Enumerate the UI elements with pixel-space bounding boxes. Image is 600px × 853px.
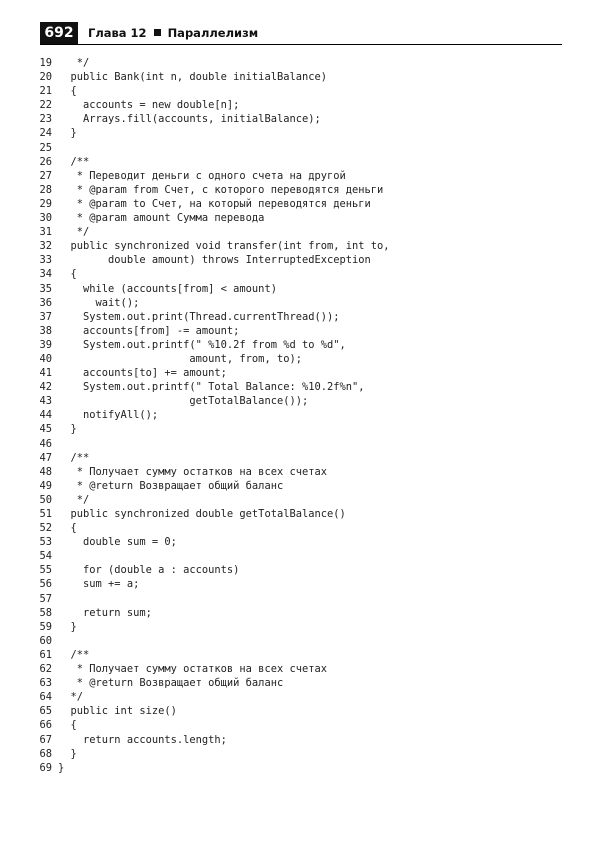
code-listing bbox=[0, 56, 600, 775]
code-line bbox=[0, 465, 600, 479]
code-line bbox=[0, 126, 600, 140]
line-number: 68 bbox=[39, 747, 52, 760]
line-number: 62 bbox=[39, 663, 52, 676]
line-number: 37 bbox=[39, 310, 52, 323]
line-number: 35 bbox=[39, 282, 52, 295]
code-text: public Bank(int n, double initialBalance) bbox=[58, 71, 327, 84]
line-number: 23 bbox=[39, 113, 52, 126]
line-number: 52 bbox=[39, 522, 52, 535]
line-number: 58 bbox=[39, 606, 52, 619]
line-number: 26 bbox=[39, 155, 52, 168]
code-text: * @return Возвращает общий баланс bbox=[58, 479, 284, 492]
code-text: * Получает сумму остатков на всех счетах bbox=[58, 465, 327, 478]
code-text: * Переводит деньги с одного счета на другой bbox=[58, 169, 346, 182]
code-line bbox=[0, 141, 600, 155]
code-text: */ bbox=[58, 57, 90, 69]
line-number: 25 bbox=[39, 141, 52, 154]
line-number: 44 bbox=[39, 409, 52, 422]
code-text: for (double a : accounts) bbox=[58, 564, 240, 577]
code-line bbox=[0, 648, 600, 662]
code-text: * @param from Счет, с которого переводятся деньги bbox=[58, 183, 384, 196]
code-line bbox=[0, 704, 600, 718]
code-text: * @param amount Сумма перевода bbox=[58, 212, 265, 225]
code-text: } bbox=[58, 747, 77, 760]
line-number: 65 bbox=[39, 705, 52, 718]
code-text: { bbox=[58, 85, 77, 98]
code-line bbox=[0, 437, 600, 451]
code-line bbox=[0, 267, 600, 281]
code-line bbox=[0, 225, 600, 239]
line-number: 28 bbox=[39, 183, 52, 196]
code-text: amount, from, to); bbox=[58, 352, 302, 365]
code-text: */ bbox=[58, 226, 90, 239]
line-number: 54 bbox=[39, 550, 52, 563]
line-number: 19 bbox=[39, 57, 52, 69]
page-number: 692 bbox=[40, 22, 78, 44]
line-number: 59 bbox=[39, 620, 52, 633]
code-line bbox=[0, 211, 600, 225]
code-text: while (accounts[from] < amount) bbox=[58, 282, 277, 295]
code-line bbox=[0, 507, 600, 521]
line-number: 49 bbox=[39, 479, 52, 492]
line-number: 64 bbox=[39, 691, 52, 704]
page-header bbox=[40, 22, 562, 45]
code-text: } bbox=[58, 761, 65, 774]
line-number: 39 bbox=[39, 338, 52, 351]
code-line bbox=[0, 282, 600, 296]
code-line bbox=[0, 493, 600, 507]
line-number: 31 bbox=[39, 226, 52, 239]
line-number: 33 bbox=[39, 254, 52, 267]
code-line bbox=[0, 535, 600, 549]
code-line bbox=[0, 70, 600, 84]
line-number: 22 bbox=[39, 99, 52, 112]
code-line bbox=[0, 56, 600, 70]
code-line bbox=[0, 112, 600, 126]
line-number: 20 bbox=[39, 71, 52, 84]
code-text: return accounts.length; bbox=[58, 733, 227, 746]
code-text: } bbox=[58, 423, 77, 436]
code-line bbox=[0, 634, 600, 648]
code-line bbox=[0, 394, 600, 408]
line-number: 48 bbox=[39, 465, 52, 478]
code-line bbox=[0, 718, 600, 732]
code-line bbox=[0, 733, 600, 747]
line-number: 56 bbox=[39, 578, 52, 591]
code-text: double sum = 0; bbox=[58, 536, 177, 549]
code-line bbox=[0, 479, 600, 493]
code-line bbox=[0, 521, 600, 535]
code-line bbox=[0, 563, 600, 577]
code-line bbox=[0, 761, 600, 775]
code-line bbox=[0, 592, 600, 606]
line-number: 51 bbox=[39, 508, 52, 520]
code-line bbox=[0, 352, 600, 366]
code-text: } bbox=[58, 127, 77, 140]
code-line bbox=[0, 690, 600, 704]
code-line bbox=[0, 620, 600, 634]
line-number: 29 bbox=[39, 197, 52, 210]
code-line bbox=[0, 676, 600, 690]
line-number: 34 bbox=[39, 268, 52, 281]
line-number: 60 bbox=[39, 634, 52, 647]
code-line bbox=[0, 310, 600, 324]
code-line bbox=[0, 422, 600, 436]
line-number: 24 bbox=[39, 127, 52, 140]
code-line bbox=[0, 380, 600, 394]
code-text: } bbox=[58, 620, 77, 633]
code-text: sum += a; bbox=[58, 578, 140, 591]
code-line bbox=[0, 239, 600, 253]
line-number: 53 bbox=[39, 536, 52, 549]
line-number: 21 bbox=[39, 85, 52, 98]
line-number: 46 bbox=[39, 437, 52, 450]
line-number: 40 bbox=[39, 352, 52, 365]
code-text: public synchronized void transfer(int from, int to, bbox=[58, 240, 390, 253]
code-text: notifyAll(); bbox=[58, 409, 159, 422]
code-line bbox=[0, 577, 600, 591]
code-text: System.out.print(Thread.currentThread()); bbox=[58, 310, 340, 323]
code-line bbox=[0, 549, 600, 563]
line-number: 32 bbox=[39, 240, 52, 253]
code-line bbox=[0, 606, 600, 620]
code-text: System.out.printf(" Total Balance: %10.2f%n", bbox=[58, 381, 365, 394]
code-text: accounts[to] += amount; bbox=[58, 367, 227, 380]
chapter-title: Параллелизм bbox=[167, 26, 259, 40]
line-number: 30 bbox=[39, 212, 52, 225]
code-text: return sum; bbox=[58, 606, 152, 619]
code-text: { bbox=[58, 522, 77, 535]
line-number: 63 bbox=[39, 677, 52, 690]
code-text: Arrays.fill(accounts, initialBalance); bbox=[58, 113, 321, 126]
code-text: accounts[from] -= amount; bbox=[58, 324, 240, 337]
code-line bbox=[0, 183, 600, 197]
code-text: * @param to Счет, на который переводятся деньги bbox=[58, 197, 371, 210]
code-line bbox=[0, 366, 600, 380]
code-line bbox=[0, 338, 600, 352]
code-line bbox=[0, 84, 600, 98]
line-number: 36 bbox=[39, 296, 52, 309]
line-number: 67 bbox=[39, 733, 52, 746]
code-line bbox=[0, 747, 600, 761]
line-number: 69 bbox=[39, 761, 52, 774]
code-text: double amount) throws InterruptedException bbox=[58, 254, 371, 267]
code-line bbox=[0, 408, 600, 422]
line-number: 41 bbox=[39, 367, 52, 380]
line-number: 38 bbox=[39, 324, 52, 337]
code-line bbox=[0, 197, 600, 211]
code-text: public int size() bbox=[58, 705, 177, 718]
line-number: 61 bbox=[39, 648, 52, 661]
code-line bbox=[0, 98, 600, 112]
code-line bbox=[0, 155, 600, 169]
square-bullet-icon bbox=[154, 29, 161, 36]
code-text: accounts = new double[n]; bbox=[58, 99, 240, 112]
line-number: 42 bbox=[39, 381, 52, 394]
running-head bbox=[88, 22, 258, 44]
code-text: { bbox=[58, 719, 77, 732]
code-text: */ bbox=[58, 493, 90, 506]
line-number: 45 bbox=[39, 423, 52, 436]
chapter-label: Глава 12 bbox=[88, 26, 147, 40]
code-line bbox=[0, 662, 600, 676]
code-text: getTotalBalance()); bbox=[58, 395, 309, 408]
code-text: public synchronized double getTotalBalance() bbox=[58, 508, 346, 520]
code-text: * Получает сумму остатков на всех счетах bbox=[58, 663, 327, 676]
code-line bbox=[0, 253, 600, 267]
code-text: /** bbox=[58, 451, 90, 464]
line-number: 43 bbox=[39, 395, 52, 408]
line-number: 55 bbox=[39, 564, 52, 577]
line-number: 57 bbox=[39, 592, 52, 605]
code-text: { bbox=[58, 268, 77, 281]
code-line bbox=[0, 169, 600, 183]
code-text: wait(); bbox=[58, 296, 140, 309]
line-number: 27 bbox=[39, 169, 52, 182]
code-line bbox=[0, 451, 600, 465]
line-number: 66 bbox=[39, 719, 52, 732]
code-text: System.out.printf(" %10.2f from %d to %d", bbox=[58, 338, 346, 351]
code-text: /** bbox=[58, 648, 90, 661]
code-text: */ bbox=[58, 691, 84, 704]
code-line bbox=[0, 296, 600, 310]
line-number: 47 bbox=[39, 451, 52, 464]
code-text: /** bbox=[58, 155, 90, 168]
code-text: * @return Возвращает общий баланс bbox=[58, 677, 284, 690]
code-line bbox=[0, 324, 600, 338]
line-number: 50 bbox=[39, 493, 52, 506]
